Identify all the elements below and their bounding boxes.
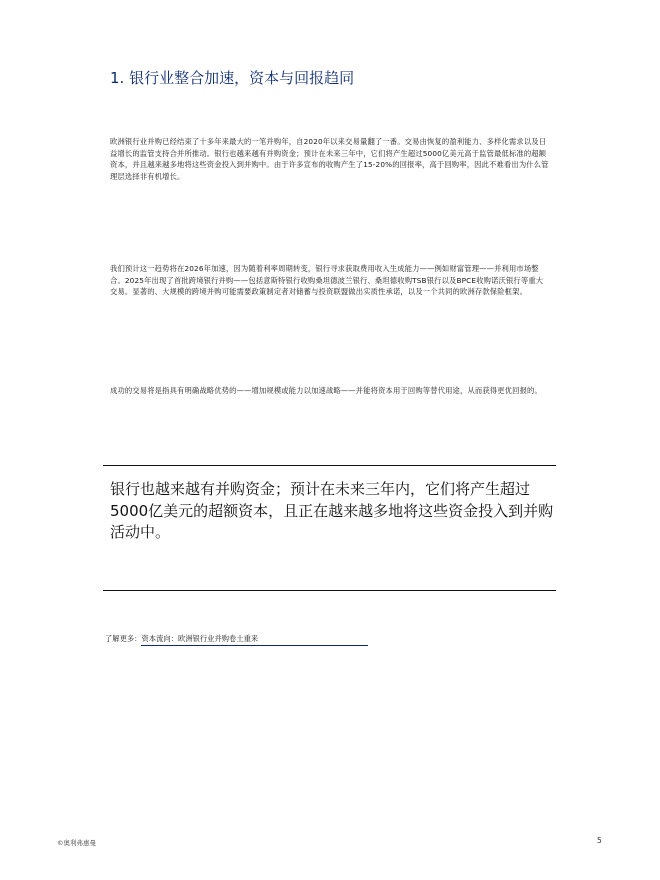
body-paragraph-2: 我们预计这一趋势将在2026年加速，因为随着利率周期转变，银行寻求获取费用收入生成能力——例如财富管理——并利用市场整合。2025年出现了首批跨境银行并购——包括意斯特银行收购桑坦德波兰银行、桑坦德收购TSB银行以及BPCE收购诺沃银行等重大交易。显著的、大规模的跨境并购可能需要政策制定者对储蓄与投资联盟做出实质性承诺，以及一个共同的欧洲存款保险框架。 [110, 264, 544, 296]
pull-quote-bottom-rule [103, 590, 556, 591]
pull-quote: 银行也越来越有并购资金；预计在未来三年内，它们将产生超过5000亿美元的超额资本，且正在越来越多地将这些资金投入到并购活动中。 [110, 480, 554, 541]
body-paragraph-3: 成功的交易将是指具有明确战略优势的——增加规模或能力以加速战略——并能将资本用于回购等替代用途，从而获得更优回报的。 [110, 386, 542, 395]
learn-more [105, 633, 368, 646]
page-number: 5 [597, 836, 602, 845]
footer-copyright: ©奥利弗惠曼 [57, 839, 96, 847]
section-heading: 1. 银行业整合加速，资本与回报趋同 [110, 69, 355, 87]
learn-more-prefix: 了解更多： [105, 634, 142, 643]
learn-more-link[interactable]: 资本流向：欧洲银行业并购卷土重来 [141, 633, 368, 646]
pull-quote-top-rule [103, 465, 556, 466]
body-paragraph-1: 欧洲银行业并购已经结束了十多年来最大的一笔并购年，自2020年以来交易量翻了一番。交易由恢复的盈利能力、多样化需求以及日益增长的监管支持合并所推动。银行也越来越有并购资金；预计在未来三年中，它们将产生超过5000亿美元高于监管最低标准的超额资本，并且越来越多地将这些资金投入到并购中。由于许多宣布的收购产生了15-20%的回报率，高于回购率，因此不难看出为什么管理层选择非有机增长。 [110, 137, 549, 181]
